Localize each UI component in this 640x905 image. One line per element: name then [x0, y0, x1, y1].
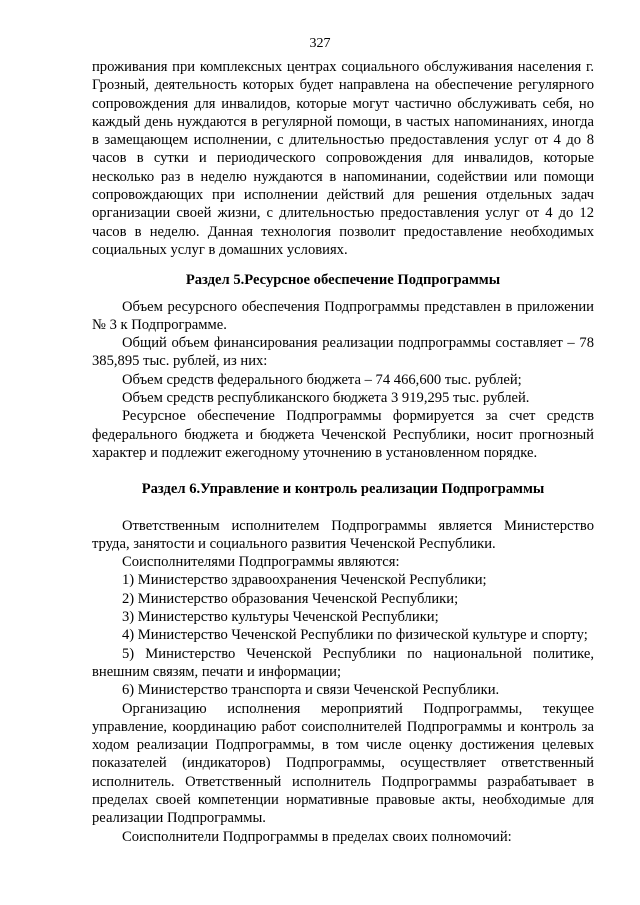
paragraph: Объем средств республиканского бюджета 3 919,295 тыс. рублей.: [122, 390, 530, 407]
list-item: 6) Министерство транспорта и связи Чеченской Республики.: [122, 682, 500, 699]
section-6-heading: Раздел 6.Управление и контроль реализации Подпрограммы: [141, 481, 545, 498]
paragraph: Соисполнителями Подпрограммы являются:: [122, 554, 400, 571]
paragraph: Соисполнители Подпрограммы в пределах своих полномочий:: [122, 828, 512, 845]
paragraph: проживания при комплексных центрах социального обслуживания населения г. Грозный, деятельность которых будет направлена на обеспечение регулярного сопровождения для инвалидов, которые могут частично обслуживать себя, но каждый день нуждаются в регулярной помощи, в частых напоминаниях, иногда в замещающем исполнении, с длительностью предоставления услуг от 4 до 8 часов в сутки и периодического сопровождения для инвалидов, которые несколько раз в неделю нуждаются в напоминании, содействии или помощи сопровождающих при исполнении действий для решения отдельных задач организации своей жизни, с длительностью предоставления услуг от 4 до 12 часов в неделю. Данная технология позволит предоставление необходимых социальных услуг в домашних условиях.: [92, 59, 594, 258]
list-item: 2) Министерство образования Чеченской Республики;: [122, 590, 459, 607]
paragraph: Ресурсное обеспечение Подпрограммы формируется за счет средств федерального бюджета и бюджета Чеченской Республики, носит прогнозный характер и подлежит ежегодному уточнению в установленном порядке.: [92, 408, 594, 461]
list-item: 3) Министерство культуры Чеченской Республики;: [122, 609, 439, 626]
paragraph: Объем средств федерального бюджета – 74 466,600 тыс. рублей;: [122, 371, 522, 388]
paragraph: Организацию исполнения мероприятий Подпрограммы, текущее управление, координацию работ соисполнителей Подпрограммы и контроль за ходом реализации Подпрограммы, в том числе оценку достижения целевых показателей (индикаторов) Подпрограммы, осуществляет ответственный исполнитель. Ответственный исполнитель Подпрограммы разрабатывает в пределах своей компетенции нормативные правовые акты, необходимые для реализации Подпрограммы.: [92, 700, 594, 827]
document-body: [92, 58, 594, 846]
paragraph: Общий объем финансирования реализации подпрограммы составляет – 78 385,895 тыс. рублей, из них:: [92, 335, 594, 370]
paragraph: Ответственным исполнителем Подпрограммы является Министерство труда, занятости и социального развития Чеченской Республики.: [92, 517, 594, 552]
page-number: 327: [309, 36, 331, 51]
list-item: 1) Министерство здравоохранения Чеченской Республики;: [122, 572, 487, 589]
list-item: 5) Министерство Чеченской Республики по национальной политике, внешним связям, печати и информации;: [92, 645, 594, 680]
paragraph: Объем ресурсного обеспечения Подпрограммы представлен в приложении № 3 к Подпрограмме.: [92, 298, 594, 333]
list-item: 4) Министерство Чеченской Республики по физической культуре и спорту;: [122, 627, 588, 644]
section-5-heading: Раздел 5.Ресурсное обеспечение Подпрограммы: [185, 272, 501, 289]
